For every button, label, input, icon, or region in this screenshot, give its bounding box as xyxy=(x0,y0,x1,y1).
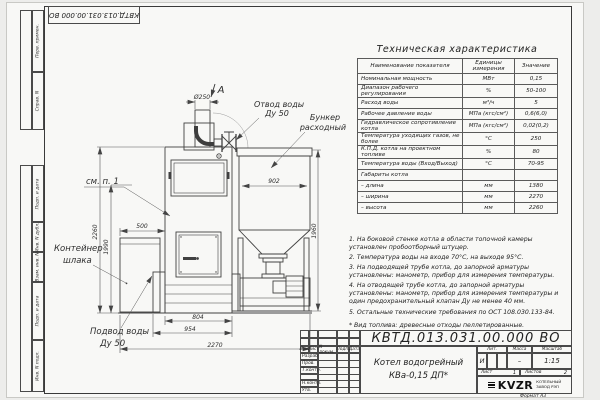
sig-row-line xyxy=(318,360,360,361)
sheets-value: 2 xyxy=(563,369,567,376)
cont-cell xyxy=(309,338,318,346)
scale-value: 1:15 xyxy=(532,353,572,369)
leader-see-note xyxy=(84,187,170,216)
technical-notes xyxy=(349,236,570,332)
label-outlet-1: Отвод воды xyxy=(253,100,305,109)
door-handle xyxy=(183,257,196,260)
cont-cell xyxy=(349,338,360,346)
sig-prov: Пров. xyxy=(300,360,318,367)
col-ndocum: N докум. xyxy=(318,346,337,353)
sheets-cell xyxy=(520,369,572,376)
bunker-walls xyxy=(239,156,310,230)
sheets-label: Листов xyxy=(525,370,542,375)
ash-box-lines xyxy=(165,285,232,303)
fuel-note: * Вид топлива: древесные отходы пеллетированные. xyxy=(349,321,525,329)
sig-utv: Утв. xyxy=(300,387,318,394)
spec-row: Гидравлическое сопротивление котла МПа (кгс/см²) 0,02(0,2) xyxy=(358,120,558,133)
spec-row: – высота мм 2260 xyxy=(358,203,558,214)
company-cell xyxy=(477,376,572,394)
lit-cell-2 xyxy=(487,353,497,369)
company-line2: ЗАВОД РЭП xyxy=(536,384,559,389)
spec-row: Диапазон рабочего регулирования % 50-100 xyxy=(358,85,558,98)
dim-text-2260: 2260 xyxy=(92,224,99,240)
bunker-leg-left xyxy=(238,238,243,311)
spec-header-row xyxy=(358,59,558,74)
note-5: 5. Остальные технические требования по ОСТ 108.030.133-84. xyxy=(349,308,555,316)
spec-row: Рабочее давление воды МПа (кгс/см²) 0,6(6,0) xyxy=(358,109,558,120)
cont-cell xyxy=(309,330,318,338)
margin-label-vzam-inv: Взам. инв. N xyxy=(32,252,44,282)
spec-row: Температура уходящих газов, не более °С 250 xyxy=(358,133,558,146)
door-swing-arc xyxy=(213,113,248,148)
smoke-elbow xyxy=(196,126,214,144)
door-screw xyxy=(180,236,181,237)
col-izm: Изм. xyxy=(299,347,310,352)
rotated-doc-number-text: КВТД.013.031.00.000 ВО xyxy=(49,11,139,19)
lit-value: И xyxy=(477,353,487,369)
leader-lines xyxy=(84,118,305,328)
water-inlet-box xyxy=(153,272,165,313)
fire-door-inner xyxy=(179,235,218,274)
slag-container xyxy=(120,238,160,312)
product-name-line1: Котел водогрейный xyxy=(373,358,464,369)
cont-cell xyxy=(349,330,360,338)
dim-text-500: 500 xyxy=(136,223,148,230)
product-name-cell xyxy=(360,346,477,394)
outlet-valve-left xyxy=(222,136,229,150)
rotated-doc-number-stamp xyxy=(48,6,140,24)
company-logo-text: KVZR xyxy=(497,378,534,392)
leader-container xyxy=(93,265,126,283)
fire-door xyxy=(176,232,221,277)
boiler-drawing xyxy=(45,80,350,360)
spec-row: Габариты котла xyxy=(358,170,558,181)
label-container-1: Контейнер xyxy=(54,244,103,254)
bunker-leg-right xyxy=(304,238,309,311)
margin-label-podp-data-1: Подп. и дата xyxy=(32,165,44,222)
label-see-note: см. п. 1 xyxy=(86,177,119,187)
hatch-clip-left xyxy=(169,172,172,179)
label-bunker-1: Бункер xyxy=(309,113,341,122)
sig-row-line xyxy=(318,374,360,375)
leader-bunker xyxy=(271,132,305,168)
sig-nkontr: Н.контр. xyxy=(302,381,322,386)
company-line1: КОТЕЛЬНЫЙ xyxy=(536,379,562,385)
spec-row: Номинальная мощность МВт 0,15 xyxy=(358,74,558,85)
note-4: 4. На отводящей трубе котла, до запорной арматуры установлены: манометр, прибор для измерения температуры и один предохранительный клапан Ду не менее 40 мм. xyxy=(349,282,559,306)
label-inlet-2: Ду 50 xyxy=(100,339,126,349)
cont-cell xyxy=(337,330,349,338)
sig-razrab: Разраб. xyxy=(302,354,320,359)
bunker-lid xyxy=(237,148,312,156)
sig-row-line xyxy=(318,380,360,381)
spec-header-name: Наименование показателя xyxy=(358,59,463,74)
dim-text-2270: 2270 xyxy=(207,342,223,349)
label-bunker-2: расходный xyxy=(299,123,347,132)
note-1: 1. На боковой стенке котла в области топочной камеры установлен пробоотборный штуцер. xyxy=(349,236,533,252)
col-podp: Подп. xyxy=(336,347,350,352)
scale-label: Масштаб xyxy=(532,346,572,353)
bunker-hopper xyxy=(239,230,310,254)
valve-stem xyxy=(224,132,234,143)
sensor-symbol-dot xyxy=(218,155,219,156)
label-inlet-1: Подвод воды xyxy=(90,327,150,337)
note-2: 2. Температура воды на входе 70°С, на выходе 95°С. xyxy=(349,254,524,262)
hopper-tube xyxy=(266,262,280,274)
spec-table-title: Техническая характеристика xyxy=(376,44,538,55)
spec-row: Температура воды (Вход/Выход) °С 70-95 xyxy=(358,159,558,170)
margin-label-perv-primen: Перв. примен. xyxy=(32,10,44,72)
col-list: Лист xyxy=(308,347,319,352)
spec-header-value: Значение xyxy=(515,59,558,74)
margin-label-sprav-n: Справ. N xyxy=(32,72,44,130)
spec-header-units: Единицы измерения xyxy=(463,59,515,74)
outlet-valve-right xyxy=(229,136,236,150)
cont-cell xyxy=(318,330,337,338)
dim-text-chimney: Ø250 xyxy=(193,94,211,101)
dim-text-1960: 1960 xyxy=(311,223,318,239)
feeder-motor xyxy=(286,276,303,297)
cont-cell xyxy=(337,338,349,346)
dimension-lines xyxy=(97,100,321,353)
dim-text-1990: 1990 xyxy=(103,239,110,255)
spec-row: – длина мм 1380 xyxy=(358,181,558,192)
sig-tkontr: Т.контр. xyxy=(302,368,322,373)
door-handle-knob xyxy=(196,257,199,260)
spec-row: Расход воды м³/ч 5 xyxy=(358,98,558,109)
label-outlet-2: Ду 50 xyxy=(265,109,289,118)
company-bars-icon xyxy=(488,381,495,390)
leader-inlet xyxy=(121,276,152,328)
lit-label: Лит. xyxy=(477,346,507,353)
sheet-label: Лист xyxy=(481,370,493,375)
lit-cell-3 xyxy=(497,353,507,369)
label-container-2: шлака xyxy=(63,256,92,266)
dim-text-902: 902 xyxy=(268,178,280,185)
spec-row: – ширина мм 2270 xyxy=(358,192,558,203)
outlet-pipe xyxy=(214,139,222,146)
boiler-body xyxy=(165,147,232,313)
dim-text-954: 954 xyxy=(184,326,196,333)
margin-sign-column xyxy=(20,10,32,130)
view-label: А xyxy=(217,85,225,96)
motor-coupling xyxy=(273,281,286,293)
margin-label-inv-podl: Инв. N подл. xyxy=(32,340,44,392)
format-note: Формат А3 xyxy=(520,394,547,399)
ext-2260 xyxy=(97,147,164,313)
margin-label-inv-dubl: Инв. N дубл. xyxy=(32,222,44,252)
upper-hatch-inner xyxy=(174,163,224,193)
sheet-cell xyxy=(477,369,520,376)
sheet-value: 1 xyxy=(512,369,516,376)
spec-row: К.П.Д. котла на проектном топливе % 80 xyxy=(358,146,558,159)
mass-label: Масса xyxy=(507,346,532,353)
cont-cell xyxy=(300,338,309,346)
view-arrow xyxy=(211,84,215,97)
leader-outlet xyxy=(236,118,259,140)
feed-duct xyxy=(232,274,240,311)
feeder-flange xyxy=(262,274,284,278)
door-screw xyxy=(215,271,216,272)
ext-chimney xyxy=(195,100,210,109)
hopper-flange-2 xyxy=(263,258,283,262)
col-data: Дата xyxy=(348,347,361,352)
spec-table xyxy=(357,58,558,214)
sig-row-line xyxy=(318,387,360,388)
mass-value: – xyxy=(507,353,532,369)
dim-text-804: 804 xyxy=(192,314,204,321)
leader-container-dot xyxy=(126,283,128,285)
door-screw xyxy=(215,236,216,237)
margin-sign-column-2 xyxy=(20,165,32,392)
upper-hatch xyxy=(171,160,227,196)
hopper-flange-1 xyxy=(259,254,287,258)
note-3: 3. На подводящей трубе котла, до запорной арматуры установлены: манометр, прибор для измерения температуры. xyxy=(349,264,555,280)
sig-row-line xyxy=(318,367,360,368)
door-screw xyxy=(180,271,181,272)
hatch-clip-right xyxy=(227,172,230,179)
doc-number: КВТД.013.031.00.000 ВО xyxy=(360,330,572,346)
cont-cell xyxy=(300,330,309,338)
product-name-line2: КВа-0,15 ДП* xyxy=(388,371,449,381)
margin-label-podp-data-2: Подп. и дата xyxy=(32,282,44,340)
